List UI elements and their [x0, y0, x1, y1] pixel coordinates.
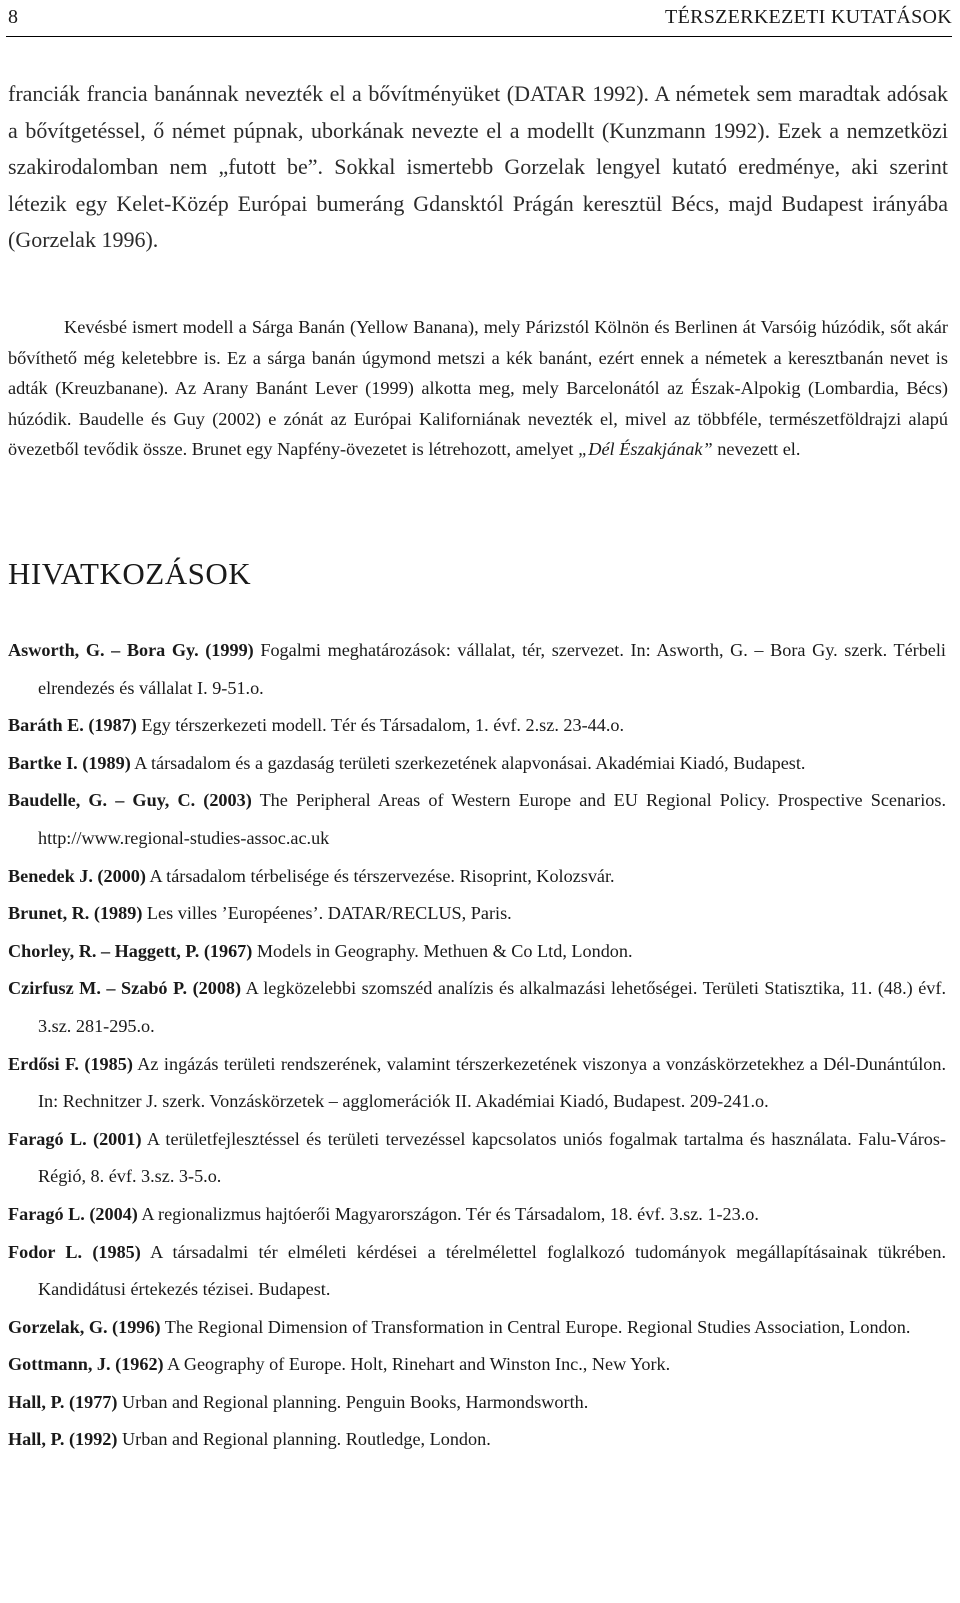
reference-text: Az ingázás területi rendszerének, valamint térszerkezetének viszonya a vonzáskörzetekhez a Dél-Dunántúlon. In: Rechnitzer J. szerk. Vonzáskörzetek – agglomerációk II. Akadémiai Kiadó, Budapest. 209-241.o. [38, 1053, 946, 1112]
paragraph-2-tail: nevezett el. [712, 439, 801, 459]
reference-authors: Hall, P. (1977) [8, 1391, 118, 1412]
reference-item [8, 1421, 946, 1459]
reference-text: Urban and Regional planning. Routledge, London. [117, 1429, 491, 1450]
reference-text: Fogalmi meghatározások: vállalat, tér, szervezet. In: Asworth, G. – Bora Gy. szerk. Térbeli elrendezés és vállalat I. 9-51.o. [38, 640, 946, 698]
reference-item [8, 1046, 946, 1121]
reference-item [8, 970, 946, 1045]
body-paragraph-2 [8, 312, 948, 465]
reference-item [8, 895, 946, 933]
reference-item [8, 745, 946, 783]
reference-authors: Brunet, R. (1989) [8, 903, 143, 924]
reference-authors: Faragó L. (2001) [8, 1128, 142, 1149]
body-paragraph-1: franciák francia banánnak nevezték el a bővítményüket (DATAR 1992). A németek sem maradtak adósak a bővítgetéssel, ő német púpnak, uborkának nevezte el a modellt (Kunzmann 1992). Ezek a nemzetközi szakirodalomban nem „futott be”. Sokkal ismertebb Gorzelak lengyel kutató eredménye, aki szerint létezik egy Kelet-Közép Európai bumeráng Gdansktól Prágán keresztül Bécs, majd Budapest irányába (Gorzelak 1996). [8, 81, 948, 252]
reference-text: A társadalom és a gazdaság területi szerkezetének alapvonásai. Akadémiai Kiadó, Budapest. [130, 752, 806, 773]
running-title: TÉRSZERKEZETI KUTATÁSOK [665, 6, 952, 28]
reference-text: A regionalizmus hajtóerői Magyarországon. Tér és Társadalom, 18. évf. 3.sz. 1-23.o. [137, 1203, 759, 1224]
reference-item [8, 1196, 946, 1234]
reference-text: A legközelebbi szomszéd analízis és alkalmazási lehetőségei. Területi Statisztika, 11. (48.) évf. 3.sz. 281-295.o. [38, 978, 946, 1036]
page-number: 8 [8, 6, 18, 28]
reference-authors: Bartke I. (1989) [8, 752, 131, 773]
reference-authors: Czirfusz M. – Szabó P. (2008) [8, 978, 242, 999]
reference-text: Models in Geography. Methuen & Co Ltd, London. [252, 940, 633, 961]
reference-authors: Chorley, R. – Haggett, P. (1967) [8, 940, 253, 961]
reference-item [8, 1121, 946, 1196]
reference-item [8, 858, 946, 896]
reference-authors: Erdősi F. (1985) [8, 1053, 133, 1074]
reference-item [8, 1309, 946, 1347]
reference-text: A Geography of Europe. Holt, Rinehart and Winston Inc., New York. [163, 1354, 671, 1375]
reference-item [8, 1346, 946, 1384]
reference-item [8, 632, 946, 707]
reference-item [8, 933, 946, 971]
reference-text: Egy térszerkezeti modell. Tér és Társadalom, 1. évf. 2.sz. 23-44.o. [136, 715, 625, 736]
reference-item [8, 1234, 946, 1309]
reference-text: A társadalmi tér elméleti kérdései a térelmélettel foglalkozó tudományok megállapításainak tükrében. Kandidátusi értekezés tézisei. Budapest. [38, 1241, 947, 1300]
reference-text: Urban and Regional planning. Penguin Books, Harmondsworth. [117, 1391, 589, 1412]
reference-text: The Peripheral Areas of Western Europe and EU Regional Policy. Prospective Scenarios. http://www.regional-studies-assoc.ac.uk [38, 790, 947, 848]
reference-authors: Faragó L. (2004) [8, 1203, 138, 1224]
reference-item [8, 1384, 946, 1422]
reference-list [8, 632, 946, 1459]
reference-text: A területfejlesztéssel és területi tervezéssel kapcsolatos uniós fogalmak tartalma és használata. Falu-Város-Régió, 8. évf. 3.sz. 3-5.o. [38, 1128, 946, 1187]
paragraph-2-italic: „Dél Északjának” [578, 439, 713, 459]
reference-item [8, 782, 946, 857]
section-heading: HIVATKOZÁSOK [8, 556, 252, 591]
reference-authors: Baráth E. (1987) [8, 715, 137, 736]
reference-text: Les villes ’Européenes’. DATAR/RECLUS, Paris. [142, 903, 512, 924]
reference-authors: Gottmann, J. (1962) [8, 1354, 164, 1375]
reference-authors: Asworth, G. – Bora Gy. (1999) [8, 640, 254, 660]
reference-authors: Benedek J. (2000) [8, 865, 146, 886]
reference-text: A társadalom térbelisége és térszervezése. Risoprint, Kolozsvár. [145, 865, 615, 886]
reference-authors: Hall, P. (1992) [8, 1429, 118, 1450]
reference-text: The Regional Dimension of Transformation in Central Europe. Regional Studies Association, London. [160, 1316, 911, 1337]
page-header [6, 0, 952, 37]
paragraph-2-text: Kevésbé ismert modell a Sárga Banán (Yellow Banana), mely Párizstól Kölnön és Berlinen át Varsóig húzódik, sőt akár bővíthető még keletebbre is. Ez a sárga banán úgymond metszi a kék banánt, ezért ennek a németek a keresztbanán nevet is adták (Kreuzbanane). Az Arany Banánt Lever (1999) alkotta meg, mely Barcelonától az Észak-Alpokig (Lombardia, Bécs) húzódik. Baudelle és Guy (2002) e zónát az Európai Kaliforniának nevezték el, mivel az többféle, természetföldrajzi alapú övezetből tevődik össze. Brunet egy Napfény-övezetet is létrehozott, amelyet [8, 317, 948, 459]
reference-item [8, 707, 946, 745]
reference-authors: Fodor L. (1985) [8, 1241, 141, 1262]
reference-authors: Gorzelak, G. (1996) [8, 1316, 161, 1337]
reference-authors: Baudelle, G. – Guy, C. (2003) [8, 790, 252, 811]
